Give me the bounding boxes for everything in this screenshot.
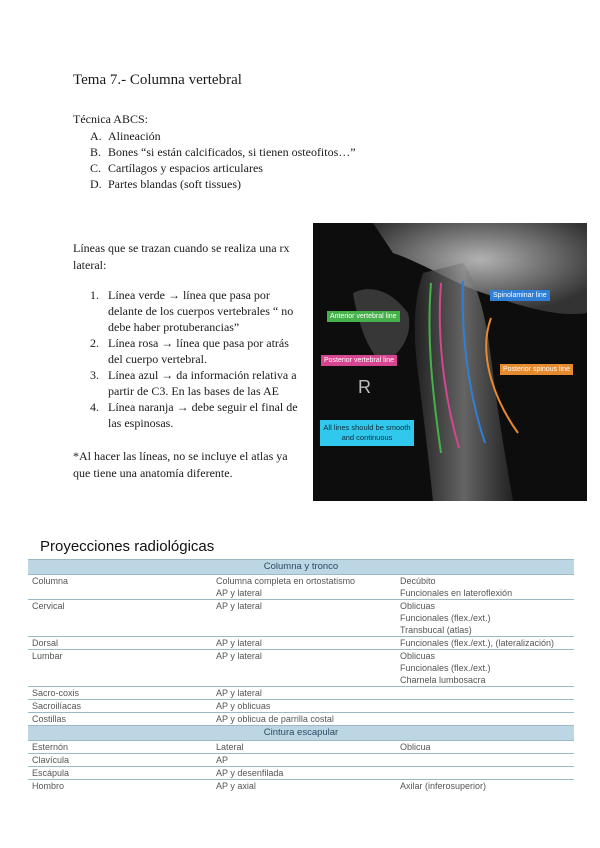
cell-line: Funcionales (flex./ext.), (lateralización) [400,638,555,648]
cell-line: Funcionales (flex./ext.) [400,663,491,673]
cell-line: Columna completa en ortostatismo [216,576,356,586]
table-row [28,767,574,780]
table-cell [28,713,212,726]
projections-title: Proyecciones radiológicas [40,538,215,555]
cell-line: AP y lateral [216,688,262,698]
table-cell [28,700,212,713]
table-cell [28,767,212,780]
table-group-header [28,726,574,741]
cell-line: Esternón [32,742,69,752]
table-cell [28,687,212,700]
cell-line: Transbucal (atlas) [400,625,472,635]
table-cell [212,741,396,754]
abcs-heading: Técnica ABCS: [73,112,148,126]
cell-line: AP y desenfilada [216,768,284,778]
table-cell [212,767,396,780]
cell-line: Oblicua [400,742,431,752]
table-cell [396,600,574,637]
table-cell [212,650,396,687]
table-group-header [28,560,574,575]
table-cell [396,767,574,780]
list-item: D. Partes blandas (soft tissues) [90,177,241,191]
cell-line: Funcionales (flex./ext.) [400,613,491,623]
list-item: A. Alineación [90,129,161,143]
table-cell [28,637,212,650]
cell-line: Escápula [32,768,70,778]
cell-line: Charnela lumbosacra [400,675,486,685]
cervical-xray-image [313,223,587,501]
cell-line: AP y lateral [216,651,262,661]
cell-line: Costillas [32,714,67,724]
lines-note: *Al hacer las líneas, no se incluye el atlas ya que tiene una anatomía diferente. [73,449,288,480]
table-cell [396,741,574,754]
cell-line: Sacro-coxis [32,688,80,698]
spinolaminar-label: Spinolaminar line [490,290,550,301]
table-row [28,575,574,600]
cell-line: Oblicuas [400,651,436,661]
list-item: 2. Línea rosa → línea que pasa por atrás del cuerpo vertebral. [90,336,289,366]
table-cell [212,575,396,600]
list-item: 3. Línea azul → da información relativa a partir de C3. En las bases de las AE [90,368,297,398]
cell-line: Funcionales en lateroflexión [400,588,513,598]
cell-line: AP y oblicuas [216,701,271,711]
cell-line: Lateral [216,742,244,752]
table-row [28,754,574,767]
table-row [28,650,574,687]
page-title: Tema 7.- Columna vertebral [73,72,242,88]
table-cell [212,637,396,650]
table-cell [212,700,396,713]
table-cell [28,741,212,754]
cell-line: Decúbito [400,576,436,586]
table-cell [396,713,574,726]
table-cell [212,713,396,726]
cell-line: AP y axial [216,781,256,791]
table-row [28,780,574,793]
table-cell [28,754,212,767]
table-cell [396,700,574,713]
cell-line: Columna [32,576,69,586]
cell-line: AP [216,755,229,765]
table-row [28,741,574,754]
cell-line [400,687,570,699]
cell-line: Cervical [32,601,65,611]
table-cell [28,650,212,687]
table-cell [396,754,574,767]
table-cell [212,754,396,767]
list-item: B. Bones “si están calcificados, si tienen osteofitos…” [90,145,356,159]
cell-line: AP y lateral [216,638,262,648]
table-cell [212,687,396,700]
projections-table [28,559,574,792]
abcs-list [90,128,356,192]
cell-line [400,713,570,725]
table-cell [212,600,396,637]
lines-intro: Líneas que se trazan cuando se realiza una rx lateral: [73,241,290,272]
table-row [28,687,574,700]
side-marker: R [358,377,371,397]
cell-line [400,767,570,779]
cell-line: Clavícula [32,755,70,765]
table-cell [28,780,212,793]
table-cell [28,600,212,637]
table-cell [396,780,574,793]
group-title: Columna y tronco [28,560,574,575]
group-title: Cintura escapular [28,726,574,741]
anterior-label: Anterior vertebral line [327,311,400,322]
posterior-spinous-label: Posterior spinous line [500,364,573,375]
cell-line: Hombro [32,781,65,791]
smooth-lines-label: All lines should be smooth and continuous [320,420,414,446]
cell-line [400,700,570,712]
table-row [28,713,574,726]
table-cell [396,575,574,600]
list-item: C. Cartílagos y espacios articulares [90,161,263,175]
cell-line: Lumbar [32,651,63,661]
table-cell [28,575,212,600]
list-item: 4. Línea naranja → debe seguir el final de las espinosas. [90,400,298,430]
cell-line: Sacroilíacas [32,701,82,711]
lines-list [90,287,305,431]
cell-line [400,754,570,766]
table-row [28,637,574,650]
cell-line: AP y lateral [216,588,262,598]
table-row [28,700,574,713]
table-cell [396,650,574,687]
cell-line: AP y lateral [216,601,262,611]
posterior-label: Posterior vertebral line [321,355,397,366]
cell-line: Oblicuas [400,601,436,611]
cell-line: Dorsal [32,638,59,648]
table-cell [396,637,574,650]
cell-line: Axilar (inferosuperior) [400,781,487,791]
table-cell [396,687,574,700]
table-row [28,600,574,637]
cell-line: AP y oblicua de parrilla costal [216,714,334,724]
table-cell [212,780,396,793]
list-item: 1. Línea verde → línea que pasa por delante de los cuerpos vertebrales “ no debe haber protuberancias” [90,288,294,334]
